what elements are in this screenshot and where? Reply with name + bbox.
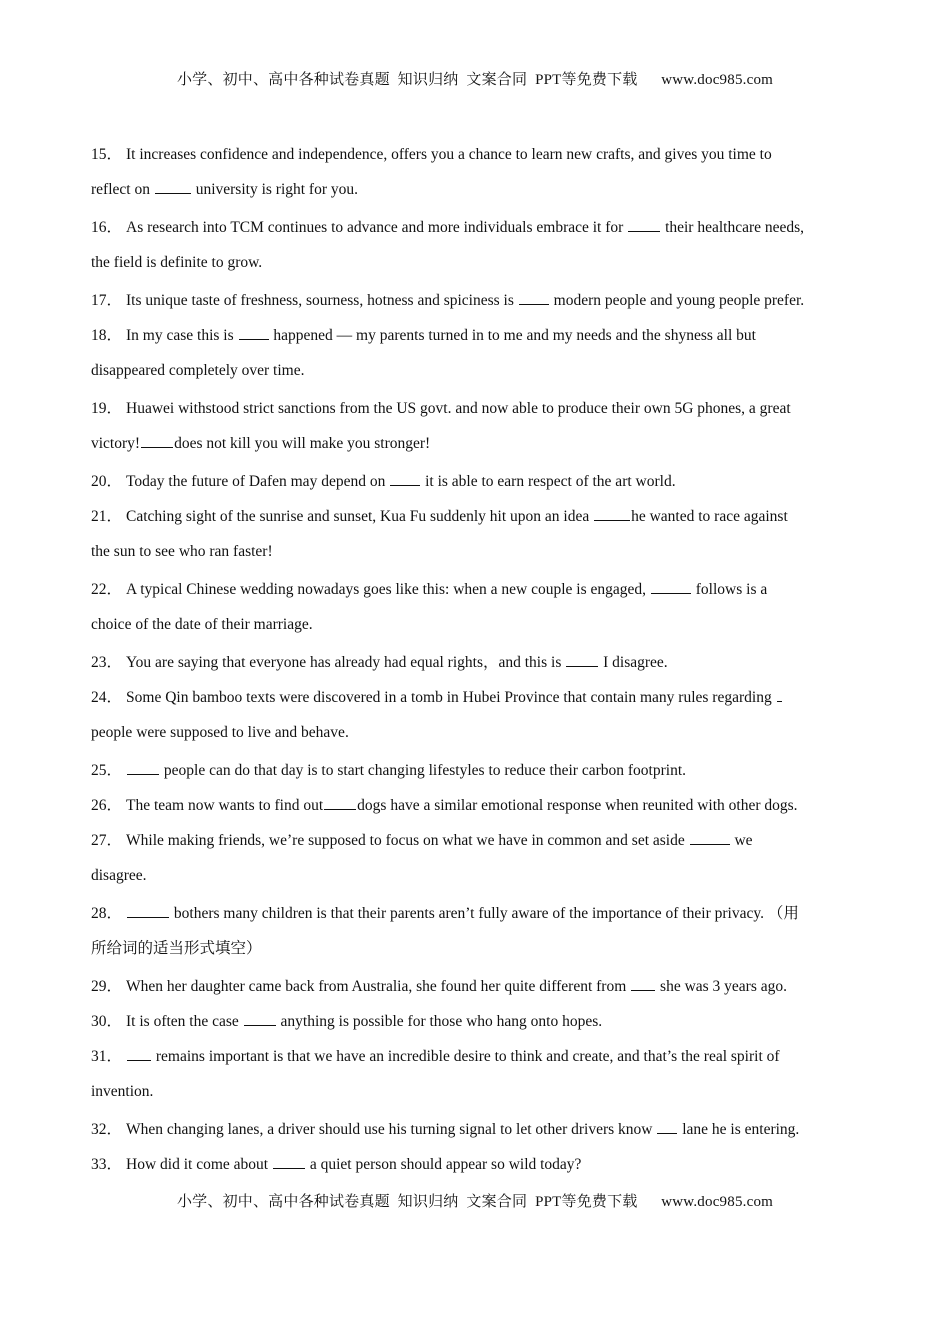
answer-blank[interactable]	[127, 900, 169, 918]
question-line: 23． You are saying that everyone has already had equal rights，and this is I disagree.	[91, 648, 861, 683]
question-line: people were supposed to live and behave.	[91, 724, 349, 741]
question-line: 19． Huawei withstood strict sanctions from the US govt. and now able to produce their own 5G phones, a great	[91, 400, 791, 417]
question-line: 15． It increases confidence and independence, offers you a chance to learn new crafts, and gives you time to	[91, 146, 772, 163]
answer-blank[interactable]	[244, 1008, 276, 1026]
answer-blank[interactable]	[390, 468, 420, 486]
question-line: 27． While making friends, we’re supposed to focus on what we have in common and set aside we	[91, 826, 861, 861]
question-line: 25． people can do that day is to start changing lifestyles to reduce their carbon footprint.	[91, 756, 861, 791]
answer-blank[interactable]	[594, 503, 630, 521]
answer-blank[interactable]	[777, 684, 782, 702]
answer-blank[interactable]	[141, 430, 173, 448]
question-line: 所给词的适当形式填空）	[91, 940, 262, 957]
page-footer: 小学、初中、高中各种试卷真题 知识归纳 文案合同 PPT等免费下载 www.doc985.com	[176, 1194, 774, 1210]
question-line: 26． The team now wants to find out dogs have a similar emotional response when reunited with other dogs.	[91, 791, 861, 826]
answer-blank[interactable]	[127, 1043, 151, 1061]
question-line: disappeared completely over time.	[91, 362, 305, 379]
answer-blank[interactable]	[566, 649, 598, 667]
question-line: 20． Today the future of Dafen may depend on it is able to earn respect of the art world.	[91, 467, 861, 502]
question-line: victory! does not kill you will make you stronger!	[91, 429, 861, 467]
question-list	[91, 140, 861, 1185]
question-line: 21． Catching sight of the sunrise and sunset, Kua Fu suddenly hit upon an idea he wanted to race against	[91, 502, 861, 537]
answer-blank[interactable]	[631, 973, 655, 991]
question-line: 29． When her daughter came back from Australia, she found her quite different from she was 3 years ago.	[91, 972, 861, 1007]
question-line: 32． When changing lanes, a driver should use his turning signal to let other drivers know lane he is entering.	[91, 1115, 861, 1150]
question-line: reflect on university is right for you.	[91, 175, 861, 213]
question-line: 17． Its unique taste of freshness, sourness, hotness and spiciness is modern people and young people prefer.	[91, 286, 861, 321]
answer-blank[interactable]	[127, 757, 159, 775]
question-line: 16． As research into TCM continues to advance and more individuals embrace it for their healthcare needs,	[91, 213, 861, 248]
question-line: 18． In my case this is happened — my parents turned in to me and my needs and the shyness all but	[91, 321, 861, 356]
question-line: the sun to see who ran faster!	[91, 543, 273, 560]
question-line: the field is definite to grow.	[91, 254, 263, 271]
answer-blank[interactable]	[519, 287, 549, 305]
question-line: 28． bothers many children is that their parents aren’t fully aware of the importance of their privacy. （用	[91, 899, 861, 934]
question-line: disagree.	[91, 867, 147, 884]
question-line: choice of the date of their marriage.	[91, 616, 313, 633]
question-line: 33． How did it come about a quiet person should appear so wild today?	[91, 1150, 861, 1185]
answer-blank[interactable]	[155, 176, 191, 194]
question-line: invention.	[91, 1083, 154, 1100]
answer-blank[interactable]	[273, 1151, 305, 1169]
question-line: 24． Some Qin bamboo texts were discovered in a tomb in Hubei Province that contain many rules regarding	[91, 683, 861, 718]
answer-blank[interactable]	[651, 576, 691, 594]
answer-blank[interactable]	[657, 1116, 677, 1134]
page-header: 小学、初中、高中各种试卷真题 知识归纳 文案合同 PPT等免费下载 www.doc985.com	[176, 72, 774, 88]
question-line: 31． remains important is that we have an incredible desire to think and create, and that’s the real spirit of	[91, 1042, 861, 1077]
question-line: 30． It is often the case anything is possible for those who hang onto hopes.	[91, 1007, 861, 1042]
answer-blank[interactable]	[324, 792, 356, 810]
answer-blank[interactable]	[239, 322, 269, 340]
question-line: 22． A typical Chinese wedding nowadays goes like this: when a new couple is engaged, follows is a	[91, 575, 861, 610]
answer-blank[interactable]	[690, 827, 730, 845]
answer-blank[interactable]	[628, 214, 660, 232]
